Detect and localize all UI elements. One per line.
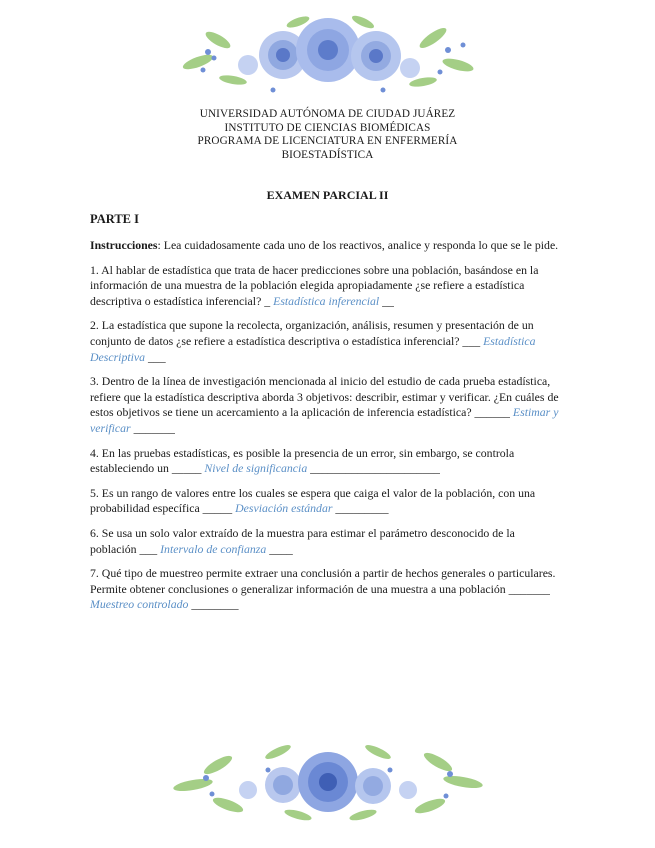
part-title: PARTE I [90, 212, 139, 226]
answer: Estadística Descriptiva [90, 333, 536, 364]
question-text: 3. Dentro de la línea de investigación mencionada al inicio del estudio de cada prueba estadística, refiere que la estadística descriptiva aborda 3 objetivos: describir, estimar y verificar. ¿En cuáles de estos objetivos se tiene un acercamiento a la aplicación de inferencia estadística? ______ [90, 374, 559, 420]
question-text: 5. Es un rango de valores entre los cuales se espera que caiga el valor de la población, con una probabilidad específica _____ [90, 485, 536, 516]
answer-blank: ______________________ [307, 461, 440, 476]
question-7 [90, 566, 560, 613]
answer-blank: __ [379, 293, 394, 308]
floral-bottom-decoration [168, 740, 488, 825]
question-5 [90, 486, 560, 517]
answer-blank: ____ [266, 541, 293, 556]
instructions-label: Instrucciones [90, 238, 158, 252]
answer-blank: _______ [130, 420, 175, 435]
instructions [90, 238, 560, 254]
question-text: 7. Qué tipo de muestreo permite extraer una conclusión a partir de hechos generales o particulares. Permite obtener conclusiones o generalizar información de una muestra a una población _______ [90, 566, 556, 596]
question-3 [90, 374, 560, 436]
question-text: 4. En las pruebas estadísticas, es posible la presencia de un error, sin embargo, se controla estableciendo un _____ [90, 445, 515, 476]
answer: Estadística inferencial [273, 293, 380, 308]
program-name: PROGRAMA DE LICENCIATURA EN ENFERMERÍA [197, 135, 458, 148]
question-4 [90, 446, 560, 477]
question-text: 1. Al hablar de estadística que trata de hacer predicciones sobre una población, basándose en la información de una muestra de la población elegida apropiadamente ¿se refiere a estadística descriptiva o estadística inferencial? _ [90, 262, 539, 308]
instructions-text: : Lea cuidadosamente cada uno de los reactivos, analice y responda lo que se le pide. [157, 238, 559, 252]
answer-blank: ________ [188, 597, 239, 612]
answer: Desviación estándar [235, 501, 333, 516]
subject-name: BIOESTADÍSTICA [281, 148, 374, 161]
question-1 [90, 263, 560, 310]
answer: Intervalo de confianza [160, 541, 267, 556]
document-header [0, 108, 655, 162]
answer: Nivel de significancia [204, 461, 308, 476]
exam-title: EXAMEN PARCIAL II [266, 188, 389, 202]
exam-body [90, 238, 560, 622]
question-2 [90, 318, 560, 365]
university-name: UNIVERSIDAD AUTÓNOMA DE CIUDAD JUÁREZ [199, 108, 456, 120]
question-text: 6. Se usa un solo valor extraído de la muestra para estimar el parámetro desconocido de la población ___ [90, 525, 515, 556]
floral-top-decoration [178, 10, 478, 100]
answer: Muestreo controlado [90, 597, 189, 612]
question-6 [90, 526, 560, 557]
institute-name: INSTITUTO DE CIENCIAS BIOMÉDICAS [224, 121, 431, 134]
answer: Estimar y verificar [90, 405, 559, 435]
answer-blank: ___ [145, 349, 166, 364]
answer-blank: _________ [332, 501, 389, 516]
question-text: 2. La estadística que supone la recolecta, organización, análisis, resumen y presentación de un conjunto de datos ¿se refiere a estadística descriptiva o estadística inferencial? ___ [90, 318, 534, 348]
